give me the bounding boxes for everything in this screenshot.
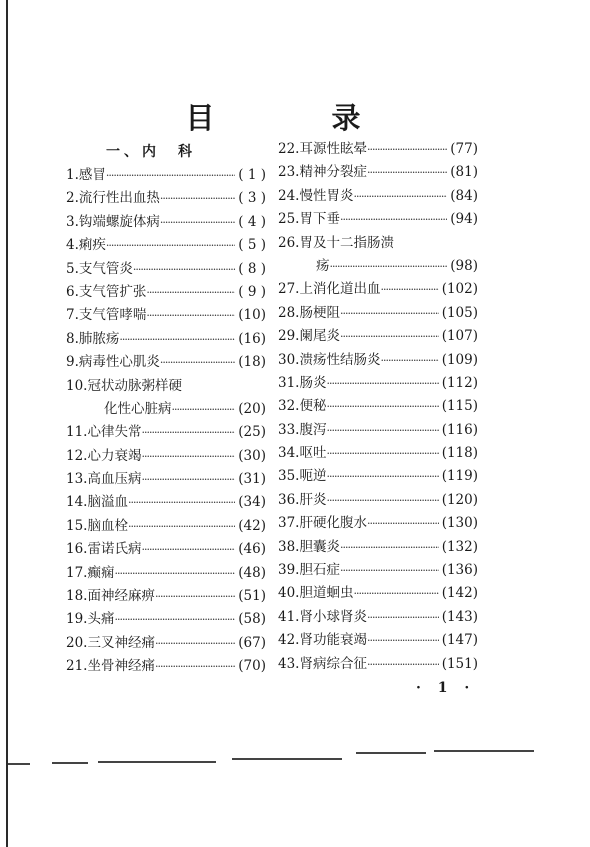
dot-leader	[114, 608, 235, 631]
toc-entry-page: (105)	[441, 304, 478, 321]
toc-entry-title: 癫痫	[87, 564, 115, 581]
toc-list-left	[66, 164, 266, 679]
toc-entry-number: 19.	[66, 611, 88, 628]
toc-entry-number: 3.	[66, 213, 79, 230]
dot-leader	[155, 655, 235, 678]
toc-entry-page: (81)	[450, 164, 478, 181]
dot-leader	[155, 632, 235, 655]
toc-entry-title: 耳源性眩晕	[299, 141, 367, 157]
toc-entry	[278, 372, 478, 395]
toc-entry-title: 钩端螺旋体病	[78, 213, 160, 230]
dot-leader	[326, 465, 438, 488]
toc-entry-number: 10.	[66, 377, 88, 394]
toc-entry-page: (34)	[238, 494, 266, 511]
toc-entry	[278, 232, 478, 255]
toc-entry-page: (119)	[441, 468, 478, 485]
dot-leader	[326, 442, 438, 465]
toc-entry-title: 面神经麻痹	[87, 588, 155, 605]
toc-entry-number: 21.	[66, 658, 88, 675]
toc-entry-number: 42.	[278, 632, 300, 649]
toc-entry-page: (18)	[238, 354, 266, 371]
toc-entry-number: 6.	[66, 283, 79, 300]
dot-leader	[114, 562, 235, 585]
toc-entry-page: (98)	[450, 257, 478, 274]
toc-entry-page: (25)	[238, 424, 266, 441]
toc-entry-page: (58)	[238, 611, 266, 628]
toc-entry-number: 1.	[66, 167, 79, 183]
toc-entry	[66, 632, 266, 655]
dot-leader	[340, 325, 439, 348]
dot-leader	[367, 653, 439, 676]
dot-leader	[353, 582, 438, 605]
toc-entry-number: 17.	[66, 564, 88, 581]
toc-entry	[278, 302, 478, 325]
dot-leader	[367, 138, 447, 161]
toc-entry-number: 26.	[278, 234, 300, 251]
toc-entry-number: 41.	[278, 608, 300, 625]
scan-mark-line	[8, 763, 30, 765]
toc-entry-title: 支气管哮喘	[78, 307, 147, 324]
toc-entry-page: (132)	[441, 538, 478, 555]
toc-entry	[278, 138, 478, 161]
toc-entry-title: 胆石症	[299, 562, 340, 579]
toc-entry	[66, 328, 266, 351]
dot-leader	[160, 351, 235, 374]
toc-entry-page: (143)	[441, 608, 478, 625]
toc-entry-page: (16)	[238, 330, 266, 347]
toc-entry-page: (42)	[238, 517, 266, 534]
toc-entry-number: 11.	[66, 424, 88, 441]
toc-entry-number: 12.	[66, 447, 88, 464]
toc-entry-title: 流行性出血热	[78, 190, 160, 207]
toc-entry-page: (77)	[450, 141, 478, 157]
toc-entry-page: (30)	[238, 447, 266, 464]
toc-entry-number: 43.	[278, 655, 300, 672]
toc-entry-number: 35.	[278, 468, 300, 485]
toc-entry-title: 腹泻	[299, 421, 327, 438]
toc-entry-number: 31.	[278, 374, 300, 391]
toc-entry	[66, 421, 266, 444]
toc-entry-title: 雷诺氏病	[87, 541, 142, 558]
dot-leader	[133, 258, 235, 281]
toc-entry-page: (94)	[450, 211, 478, 228]
dot-leader	[353, 185, 447, 208]
toc-entry-number: 33.	[278, 421, 300, 438]
toc-entry-number: 7.	[66, 307, 79, 324]
dot-leader	[141, 468, 235, 491]
toc-entry-number: 29.	[278, 328, 300, 345]
toc-entry	[278, 512, 478, 535]
dot-leader	[340, 302, 439, 325]
dot-leader	[119, 328, 235, 351]
toc-entry-number: 20.	[66, 634, 88, 651]
toc-entry-title: 坐骨神经痛	[87, 658, 155, 675]
toc-entry-page: ( 1 )	[238, 167, 266, 183]
toc-entry-page: (67)	[238, 634, 266, 651]
dot-leader	[146, 304, 235, 327]
toc-entry-title: 肝炎	[299, 491, 327, 508]
dot-leader	[160, 187, 235, 210]
toc-entry	[278, 442, 478, 465]
toc-entry	[278, 559, 478, 582]
toc-entry-page: ( 9 )	[238, 283, 266, 300]
toc-entry	[66, 585, 266, 608]
toc-entry-title: 高血压病	[87, 471, 142, 488]
toc-entry-page: (51)	[238, 588, 266, 605]
toc-entry-title: 三叉神经痛	[87, 634, 155, 651]
dot-leader	[330, 255, 448, 278]
toc-entry-title: 肠炎	[299, 374, 327, 391]
toc-entry-page: (147)	[441, 632, 478, 649]
toc-entry	[66, 187, 266, 210]
dot-leader	[367, 161, 447, 184]
toc-entry	[278, 606, 478, 629]
toc-entry	[278, 255, 478, 278]
dot-leader	[160, 211, 235, 234]
toc-entry	[278, 278, 478, 301]
toc-entry-title: 肾小球肾炎	[299, 608, 367, 625]
toc-entry-page: (10)	[238, 307, 266, 324]
toc-entry-page: (115)	[441, 398, 478, 415]
toc-entry-page: (31)	[238, 471, 266, 488]
scan-mark-line	[98, 761, 216, 763]
toc-entry	[278, 395, 478, 418]
toc-entry	[66, 375, 266, 398]
toc-entry-page: (130)	[441, 515, 478, 532]
toc-entry-page: (20)	[238, 400, 266, 417]
toc-entry	[278, 161, 478, 184]
toc-entry	[66, 164, 266, 187]
toc-entry-title: 呕吐	[299, 445, 327, 462]
toc-entry-title: 支气管炎	[78, 260, 133, 277]
toc-entry-number: 39.	[278, 562, 300, 579]
toc-entry	[66, 491, 266, 514]
toc-entry-number: 22.	[278, 141, 300, 157]
toc-entry-page: ( 8 )	[238, 260, 266, 277]
scan-mark-line	[434, 750, 534, 752]
toc-entry-number: 14.	[66, 494, 88, 511]
toc-entry-page: (136)	[441, 562, 478, 579]
toc-entry-number: 34.	[278, 445, 300, 462]
toc-entry-title: 心律失常	[87, 424, 142, 441]
dot-leader	[155, 585, 235, 608]
toc-entry-page: (112)	[441, 374, 478, 391]
toc-entry-page: (120)	[441, 491, 478, 508]
toc-entry-title: 胆道蛔虫	[299, 585, 354, 602]
dot-leader	[326, 489, 438, 512]
dot-leader	[326, 372, 438, 395]
toc-entry-number: 15.	[66, 517, 88, 534]
toc-entry-number: 18.	[66, 588, 88, 605]
toc-entry-title: 脑血栓	[87, 517, 128, 534]
dot-leader	[141, 538, 235, 561]
toc-entry-page: (48)	[238, 564, 266, 581]
toc-entry-title: 冠状动脉粥样硬	[87, 377, 182, 394]
toc-entry-title: 便秘	[299, 398, 327, 415]
toc-entry-number: 25.	[278, 211, 300, 228]
dot-leader	[128, 515, 235, 538]
toc-entry	[66, 398, 266, 421]
dot-leader	[146, 281, 235, 304]
toc-entry-title: 肝硬化腹水	[299, 515, 367, 532]
toc-entry	[278, 536, 478, 559]
toc-entry-title: 感冒	[78, 167, 106, 183]
page-number: · 1 ·	[416, 680, 476, 696]
toc-entry-number: 28.	[278, 304, 300, 321]
toc-entry-number: 27.	[278, 281, 300, 298]
toc-entry	[66, 538, 266, 561]
toc-entry-title: 肾病综合征	[299, 655, 367, 672]
toc-entry-title: 支气管扩张	[78, 283, 147, 300]
toc-entry	[66, 281, 266, 304]
toc-entry	[66, 515, 266, 538]
toc-entry-title: 头痛	[87, 611, 115, 628]
toc-entry	[278, 185, 478, 208]
toc-entry	[278, 349, 478, 372]
toc-entry	[278, 208, 478, 231]
toc-entry-number: 36.	[278, 491, 300, 508]
toc-entry-title: 肠梗阻	[299, 304, 340, 321]
toc-entry-page: ( 5 )	[238, 237, 266, 254]
dot-leader	[141, 445, 235, 468]
dot-leader	[326, 395, 438, 418]
toc-entry	[278, 489, 478, 512]
toc-entry-page: (102)	[441, 281, 478, 298]
toc-entry	[66, 211, 266, 234]
section-heading: 一、内 科	[106, 144, 196, 160]
dot-leader	[340, 536, 439, 559]
toc-entry-number: 4.	[66, 237, 79, 254]
toc-entry	[278, 582, 478, 605]
toc-entry-page: (142)	[441, 585, 478, 602]
toc-entry-title: 疡	[316, 257, 330, 274]
page-title: 目 录	[185, 101, 405, 135]
toc-entry-number: 24.	[278, 187, 300, 204]
dot-leader	[367, 512, 439, 535]
toc-entry-page: (107)	[441, 328, 478, 345]
toc-entry	[66, 468, 266, 491]
toc-entry-title: 阑尾炎	[299, 328, 340, 345]
toc-left-column	[66, 140, 266, 679]
toc-entry-title: 胃及十二指肠溃	[299, 234, 394, 251]
toc-entry-title: 胃下垂	[299, 211, 340, 228]
toc-entry	[66, 304, 266, 327]
toc-entry-title: 病毒性心肌炎	[78, 354, 160, 371]
toc-entry	[278, 419, 478, 442]
toc-entry-number: 2.	[66, 190, 79, 207]
toc-entry-number: 32.	[278, 398, 300, 415]
toc-entry	[66, 351, 266, 374]
dot-leader	[340, 559, 439, 582]
toc-entry-page: ( 4 )	[238, 213, 266, 230]
toc-entry	[66, 562, 266, 585]
toc-entry-title: 化性心脏病	[104, 400, 172, 417]
toc-entry-number: 8.	[66, 330, 79, 347]
toc-entry-number: 9.	[66, 354, 79, 371]
toc-entry-title: 呃逆	[299, 468, 327, 485]
scan-mark-line	[356, 752, 426, 754]
toc-entry-page: (118)	[441, 445, 478, 462]
toc-entry-page: (116)	[441, 421, 478, 438]
toc-right-column	[278, 138, 478, 676]
toc-entry-page: (109)	[441, 351, 478, 368]
toc-entry	[66, 234, 266, 257]
toc-entry-page: (70)	[238, 658, 266, 675]
toc-entry-title: 胆囊炎	[299, 538, 340, 555]
toc-entry-title: 慢性胃炎	[299, 187, 354, 204]
dot-leader	[106, 234, 235, 257]
toc-entry-title: 肺脓疡	[78, 330, 120, 347]
toc-entry-title: 痢疾	[78, 237, 106, 254]
toc-entry-number: 16.	[66, 541, 88, 558]
dot-leader	[326, 419, 438, 442]
toc-entry	[278, 653, 478, 676]
toc-entry	[66, 258, 266, 281]
toc-entry	[278, 325, 478, 348]
toc-entry-number: 37.	[278, 515, 300, 532]
dot-leader	[367, 606, 439, 629]
scan-mark-line	[52, 762, 88, 764]
toc-entry	[278, 629, 478, 652]
dot-leader	[380, 349, 438, 372]
toc-entry-page: (84)	[450, 187, 478, 204]
toc-entry	[278, 465, 478, 488]
toc-entry-number: 5.	[66, 260, 79, 277]
toc-entry	[66, 655, 266, 678]
toc-entry-title: 上消化道出血	[299, 281, 381, 298]
toc-entry-page: (151)	[441, 655, 478, 672]
toc-entry-title: 精神分裂症	[299, 164, 367, 181]
dot-leader	[106, 164, 235, 187]
scan-mark-line	[232, 758, 342, 760]
dot-leader	[367, 629, 439, 652]
toc-entry-title: 心力衰竭	[87, 447, 142, 464]
dot-leader	[340, 208, 447, 231]
toc-entry-number: 23.	[278, 164, 300, 181]
toc-entry-title: 脑溢血	[87, 494, 128, 511]
toc-list-right	[278, 138, 478, 676]
dot-leader	[172, 398, 236, 421]
toc-entry-number: 30.	[278, 351, 300, 368]
toc-entry-page: (46)	[238, 541, 266, 558]
toc-entry-title: 肾功能衰竭	[299, 632, 367, 649]
toc-entry-title: 溃疡性结肠炎	[299, 351, 381, 368]
dot-leader	[141, 421, 235, 444]
toc-entry-number: 38.	[278, 538, 300, 555]
toc-entry	[66, 608, 266, 631]
toc-entry	[66, 445, 266, 468]
toc-entry-page: ( 3 )	[238, 190, 266, 207]
dot-leader	[380, 278, 438, 301]
toc-entry-number: 40.	[278, 585, 300, 602]
dot-leader	[128, 491, 235, 514]
toc-entry-number: 13.	[66, 471, 88, 488]
